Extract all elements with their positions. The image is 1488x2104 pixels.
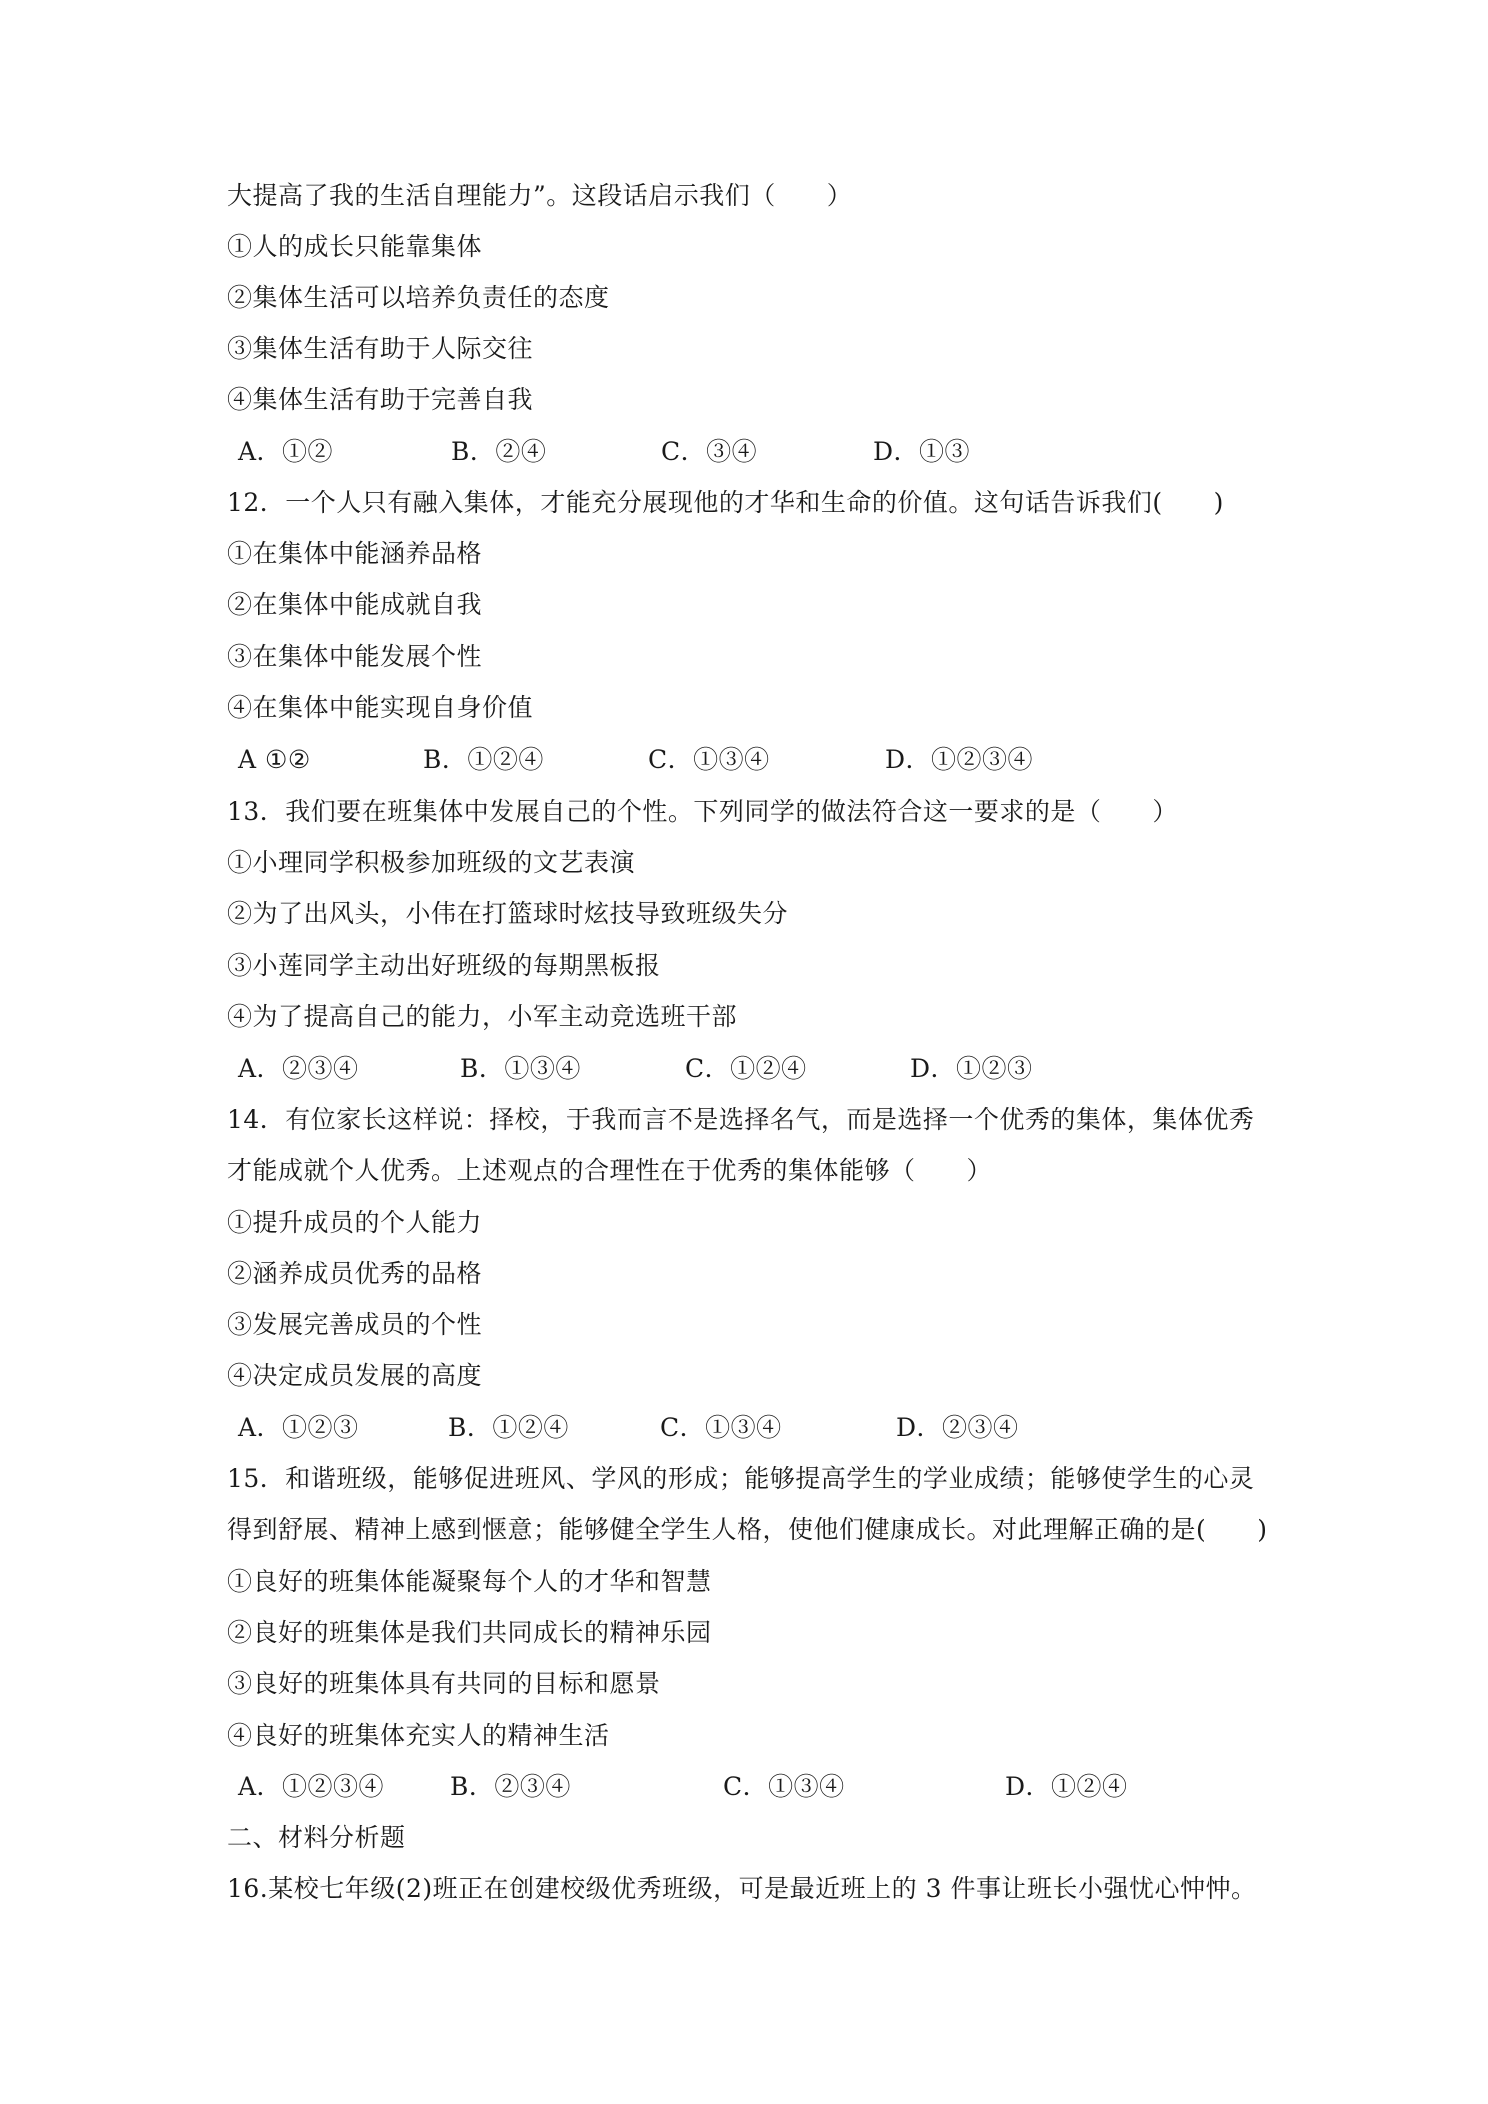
q11-statement-4: ④集体生活有助于完善自我 bbox=[227, 385, 534, 414]
q11-option-a: A．①② bbox=[238, 437, 334, 466]
q16-stem: 16.某校七年级(2)班正在创建校级优秀班级，可是最近班上的 3 件事让班长小强忧心忡忡。 bbox=[227, 1874, 1257, 1903]
q13-option-d: D．①②③ bbox=[910, 1054, 1033, 1083]
q13-option-a: A．②③④ bbox=[238, 1054, 359, 1083]
q12-statement-1: ①在集体中能涵养品格 bbox=[227, 539, 483, 568]
q14-option-a: A．①②③ bbox=[238, 1413, 359, 1442]
q15-stem-line-2: 得到舒展、精神上感到惬意；能够健全学生人格，使他们健康成长。对此理解正确的是( ) bbox=[227, 1515, 1268, 1544]
q13-option-b: B．①③④ bbox=[460, 1054, 581, 1083]
q15-stem-line-1: 15．和谐班级，能够促进班风、学风的形成；能够提高学生的学业成绩；能够使学生的心灵 bbox=[227, 1464, 1255, 1493]
q13-statement-2: ②为了出风头，小伟在打篮球时炫技导致班级失分 bbox=[227, 899, 789, 928]
q15-option-d: D．①②④ bbox=[1005, 1772, 1128, 1801]
q11-statement-2: ②集体生活可以培养负责任的态度 bbox=[227, 283, 610, 312]
q12-option-a: A ①② bbox=[238, 745, 311, 774]
q14-statement-1: ①提升成员的个人能力 bbox=[227, 1208, 483, 1237]
q14-option-b: B．①②④ bbox=[448, 1413, 569, 1442]
q11-stem-continuation: 大提高了我的生活自理能力”。这段话启示我们（ ） bbox=[227, 181, 853, 210]
q15-statement-4: ④良好的班集体充实人的精神生活 bbox=[227, 1721, 610, 1750]
q15-statement-3: ③良好的班集体具有共同的目标和愿景 bbox=[227, 1669, 661, 1698]
q13-option-c: C．①②④ bbox=[685, 1054, 807, 1083]
q14-stem-line-2: 才能成就个人优秀。上述观点的合理性在于优秀的集体能够（ ） bbox=[227, 1156, 993, 1185]
q12-option-b: B．①②④ bbox=[423, 745, 544, 774]
q11-option-c: C．③④ bbox=[661, 437, 758, 466]
q12-option-d: D．①②③④ bbox=[885, 745, 1034, 774]
q14-option-d: D．②③④ bbox=[896, 1413, 1019, 1442]
q12-option-c: C．①③④ bbox=[648, 745, 770, 774]
q12-statement-4: ④在集体中能实现自身价值 bbox=[227, 693, 534, 722]
q15-statement-2: ②良好的班集体是我们共同成长的精神乐园 bbox=[227, 1618, 712, 1647]
q14-statement-3: ③发展完善成员的个性 bbox=[227, 1310, 483, 1339]
q13-stem: 13．我们要在班集体中发展自己的个性。下列同学的做法符合这一要求的是（ ） bbox=[227, 797, 1178, 826]
q15-statement-1: ①良好的班集体能凝聚每个人的才华和智慧 bbox=[227, 1567, 712, 1596]
q13-statement-3: ③小莲同学主动出好班级的每期黑板报 bbox=[227, 951, 661, 980]
section-heading: 二、材料分析题 bbox=[227, 1823, 406, 1852]
q14-option-c: C．①③④ bbox=[660, 1413, 782, 1442]
q11-statement-3: ③集体生活有助于人际交往 bbox=[227, 334, 534, 363]
q11-option-b: B．②④ bbox=[451, 437, 547, 466]
q14-stem-line-1: 14．有位家长这样说：择校，于我而言不是选择名气，而是选择一个优秀的集体，集体优秀 bbox=[227, 1105, 1255, 1134]
q13-statement-4: ④为了提高自己的能力，小军主动竞选班干部 bbox=[227, 1002, 738, 1031]
q15-option-b: B．②③④ bbox=[450, 1772, 571, 1801]
q12-stem: 12．一个人只有融入集体，才能充分展现他的才华和生命的价值。这句话告诉我们( ) bbox=[227, 488, 1224, 517]
q14-statement-4: ④决定成员发展的高度 bbox=[227, 1361, 483, 1390]
q12-statement-2: ②在集体中能成就自我 bbox=[227, 590, 483, 619]
q13-statement-1: ①小理同学积极参加班级的文艺表演 bbox=[227, 848, 636, 877]
q14-statement-2: ②涵养成员优秀的品格 bbox=[227, 1259, 483, 1288]
q12-statement-3: ③在集体中能发展个性 bbox=[227, 642, 483, 671]
q11-option-d: D．①③ bbox=[873, 437, 971, 466]
q11-statement-1: ①人的成长只能靠集体 bbox=[227, 232, 483, 261]
q15-option-c: C．①③④ bbox=[723, 1772, 845, 1801]
q15-option-a: A．①②③④ bbox=[238, 1772, 385, 1801]
